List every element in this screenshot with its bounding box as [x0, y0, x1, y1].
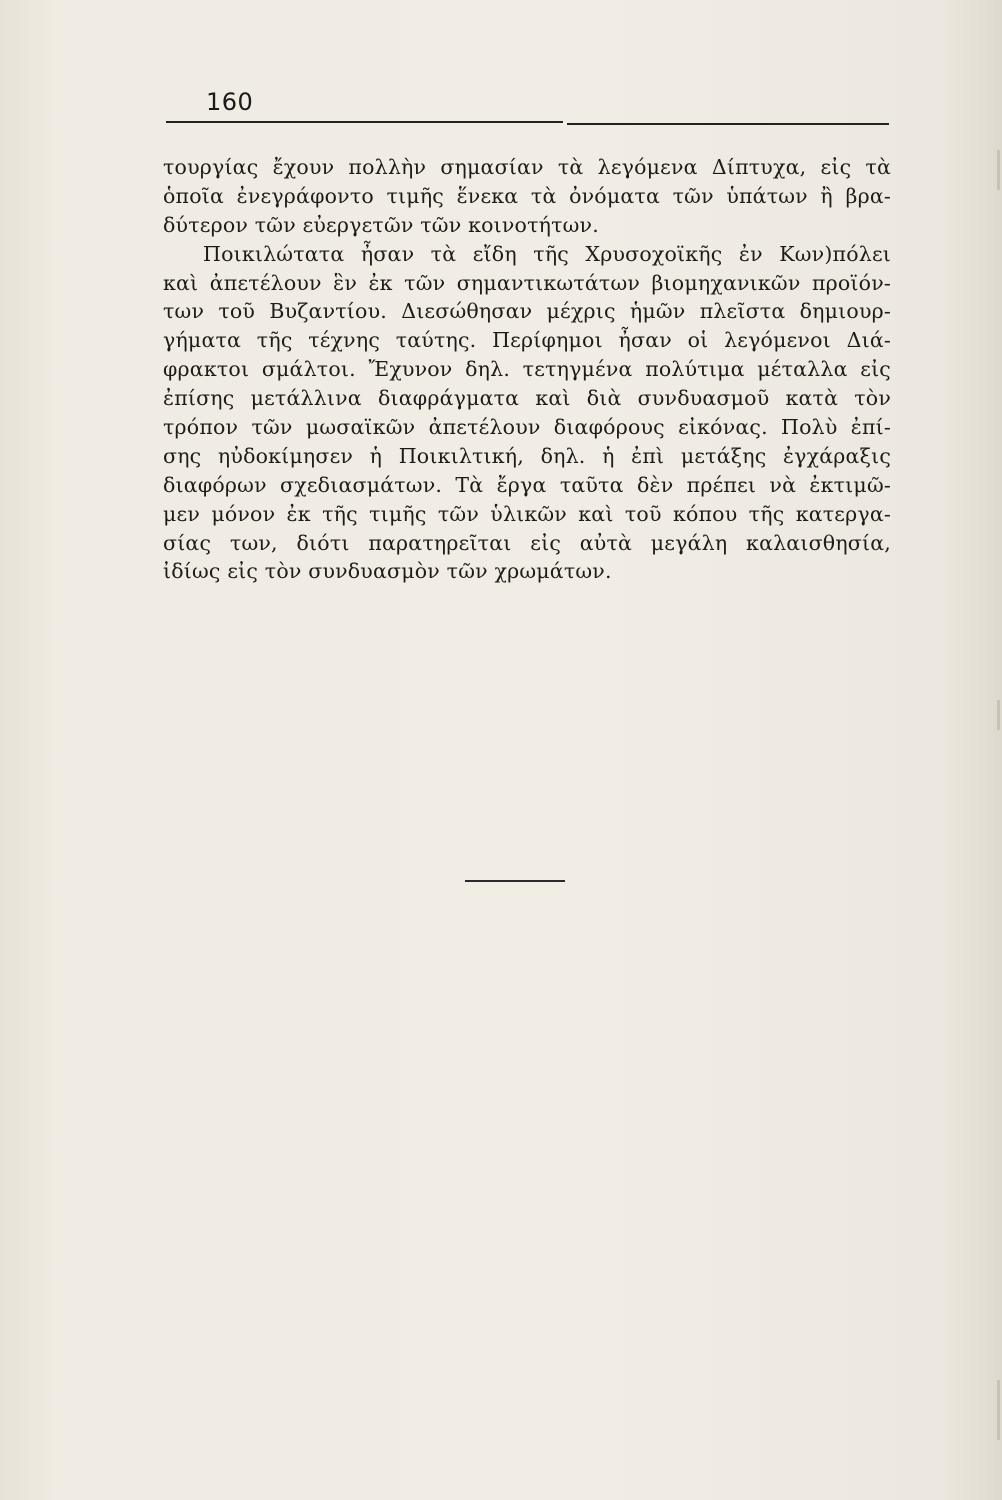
text-line: ἐπίσης μετάλλινα διαφράγματα καὶ διὰ συνδυασμοῦ κατὰ τὸν — [163, 386, 891, 411]
page-edge-mark — [997, 700, 1000, 730]
text-line: καὶ ἀπετέλουν ἓν ἐκ τῶν σημαντικωτάτων βιομηχανικῶν προϊόν- — [163, 270, 891, 295]
body-text — [163, 153, 891, 586]
text-line: φρακτοι σμάλτοι. Ἔχυνον δηλ. τετηγμένα πολύτιμα μέταλλα εἰς — [163, 357, 891, 382]
page-number: 160 — [206, 88, 254, 116]
text-line: των τοῦ Βυζαντίου. Διεσώθησαν μέχρις ἡμῶν πλεῖστα δημιουρ- — [163, 299, 891, 324]
text-line: ὁποῖα ἐνεγράφοντο τιμῆς ἕνεκα τὰ ὀνόματα τῶν ὑπάτων ἢ βρα- — [163, 183, 891, 208]
text-line: τρόπον τῶν μωσαϊκῶν ἀπετέλουν διαφόρους εἰκόνας. Πολὺ ἐπί- — [163, 415, 891, 440]
text-line: σίας των, διότι παρατηρεῖται εἰς αὐτὰ μεγάλη καλαισθησία, — [163, 530, 891, 555]
page-edge-mark — [997, 1380, 1000, 1440]
text-line: δύτερον τῶν εὐεργετῶν τῶν κοινοτήτων. — [163, 212, 599, 237]
text-line: γήματα τῆς τέχνης ταύτης. Περίφημοι ἦσαν οἱ λεγόμενοι Διά- — [163, 328, 891, 353]
text-line: σης ηὐδοκίμησεν ἡ Ποικιλτική, δηλ. ἡ ἐπὶ μετάξης ἐγχάραξις — [163, 443, 891, 468]
page-edge-mark — [997, 150, 1000, 190]
section-end-rule — [465, 880, 565, 882]
text-line: ἰδίως εἰς τὸν συνδυασμὸν τῶν χρωμάτων. — [163, 559, 612, 584]
text-line: διαφόρων σχεδιασμάτων. Τὰ ἔργα ταῦτα δὲν πρέπει νὰ ἐκτιμῶ- — [163, 472, 891, 497]
header-rule-right — [567, 123, 889, 125]
text-line: τουργίας ἔχουν πολλὴν σημασίαν τὰ λεγόμενα Δίπτυχα, εἰς τὰ — [163, 155, 891, 179]
text-line: μεν μόνον ἐκ τῆς τιμῆς τῶν ὑλικῶν καὶ τοῦ κόπου τῆς κατεργα- — [163, 501, 891, 526]
text-line: Ποικιλώτατα ἦσαν τὰ εἴδη τῆς Χρυσοχοϊκῆς ἐν Κων)πόλει — [203, 241, 891, 266]
header-rule-left — [166, 121, 563, 123]
